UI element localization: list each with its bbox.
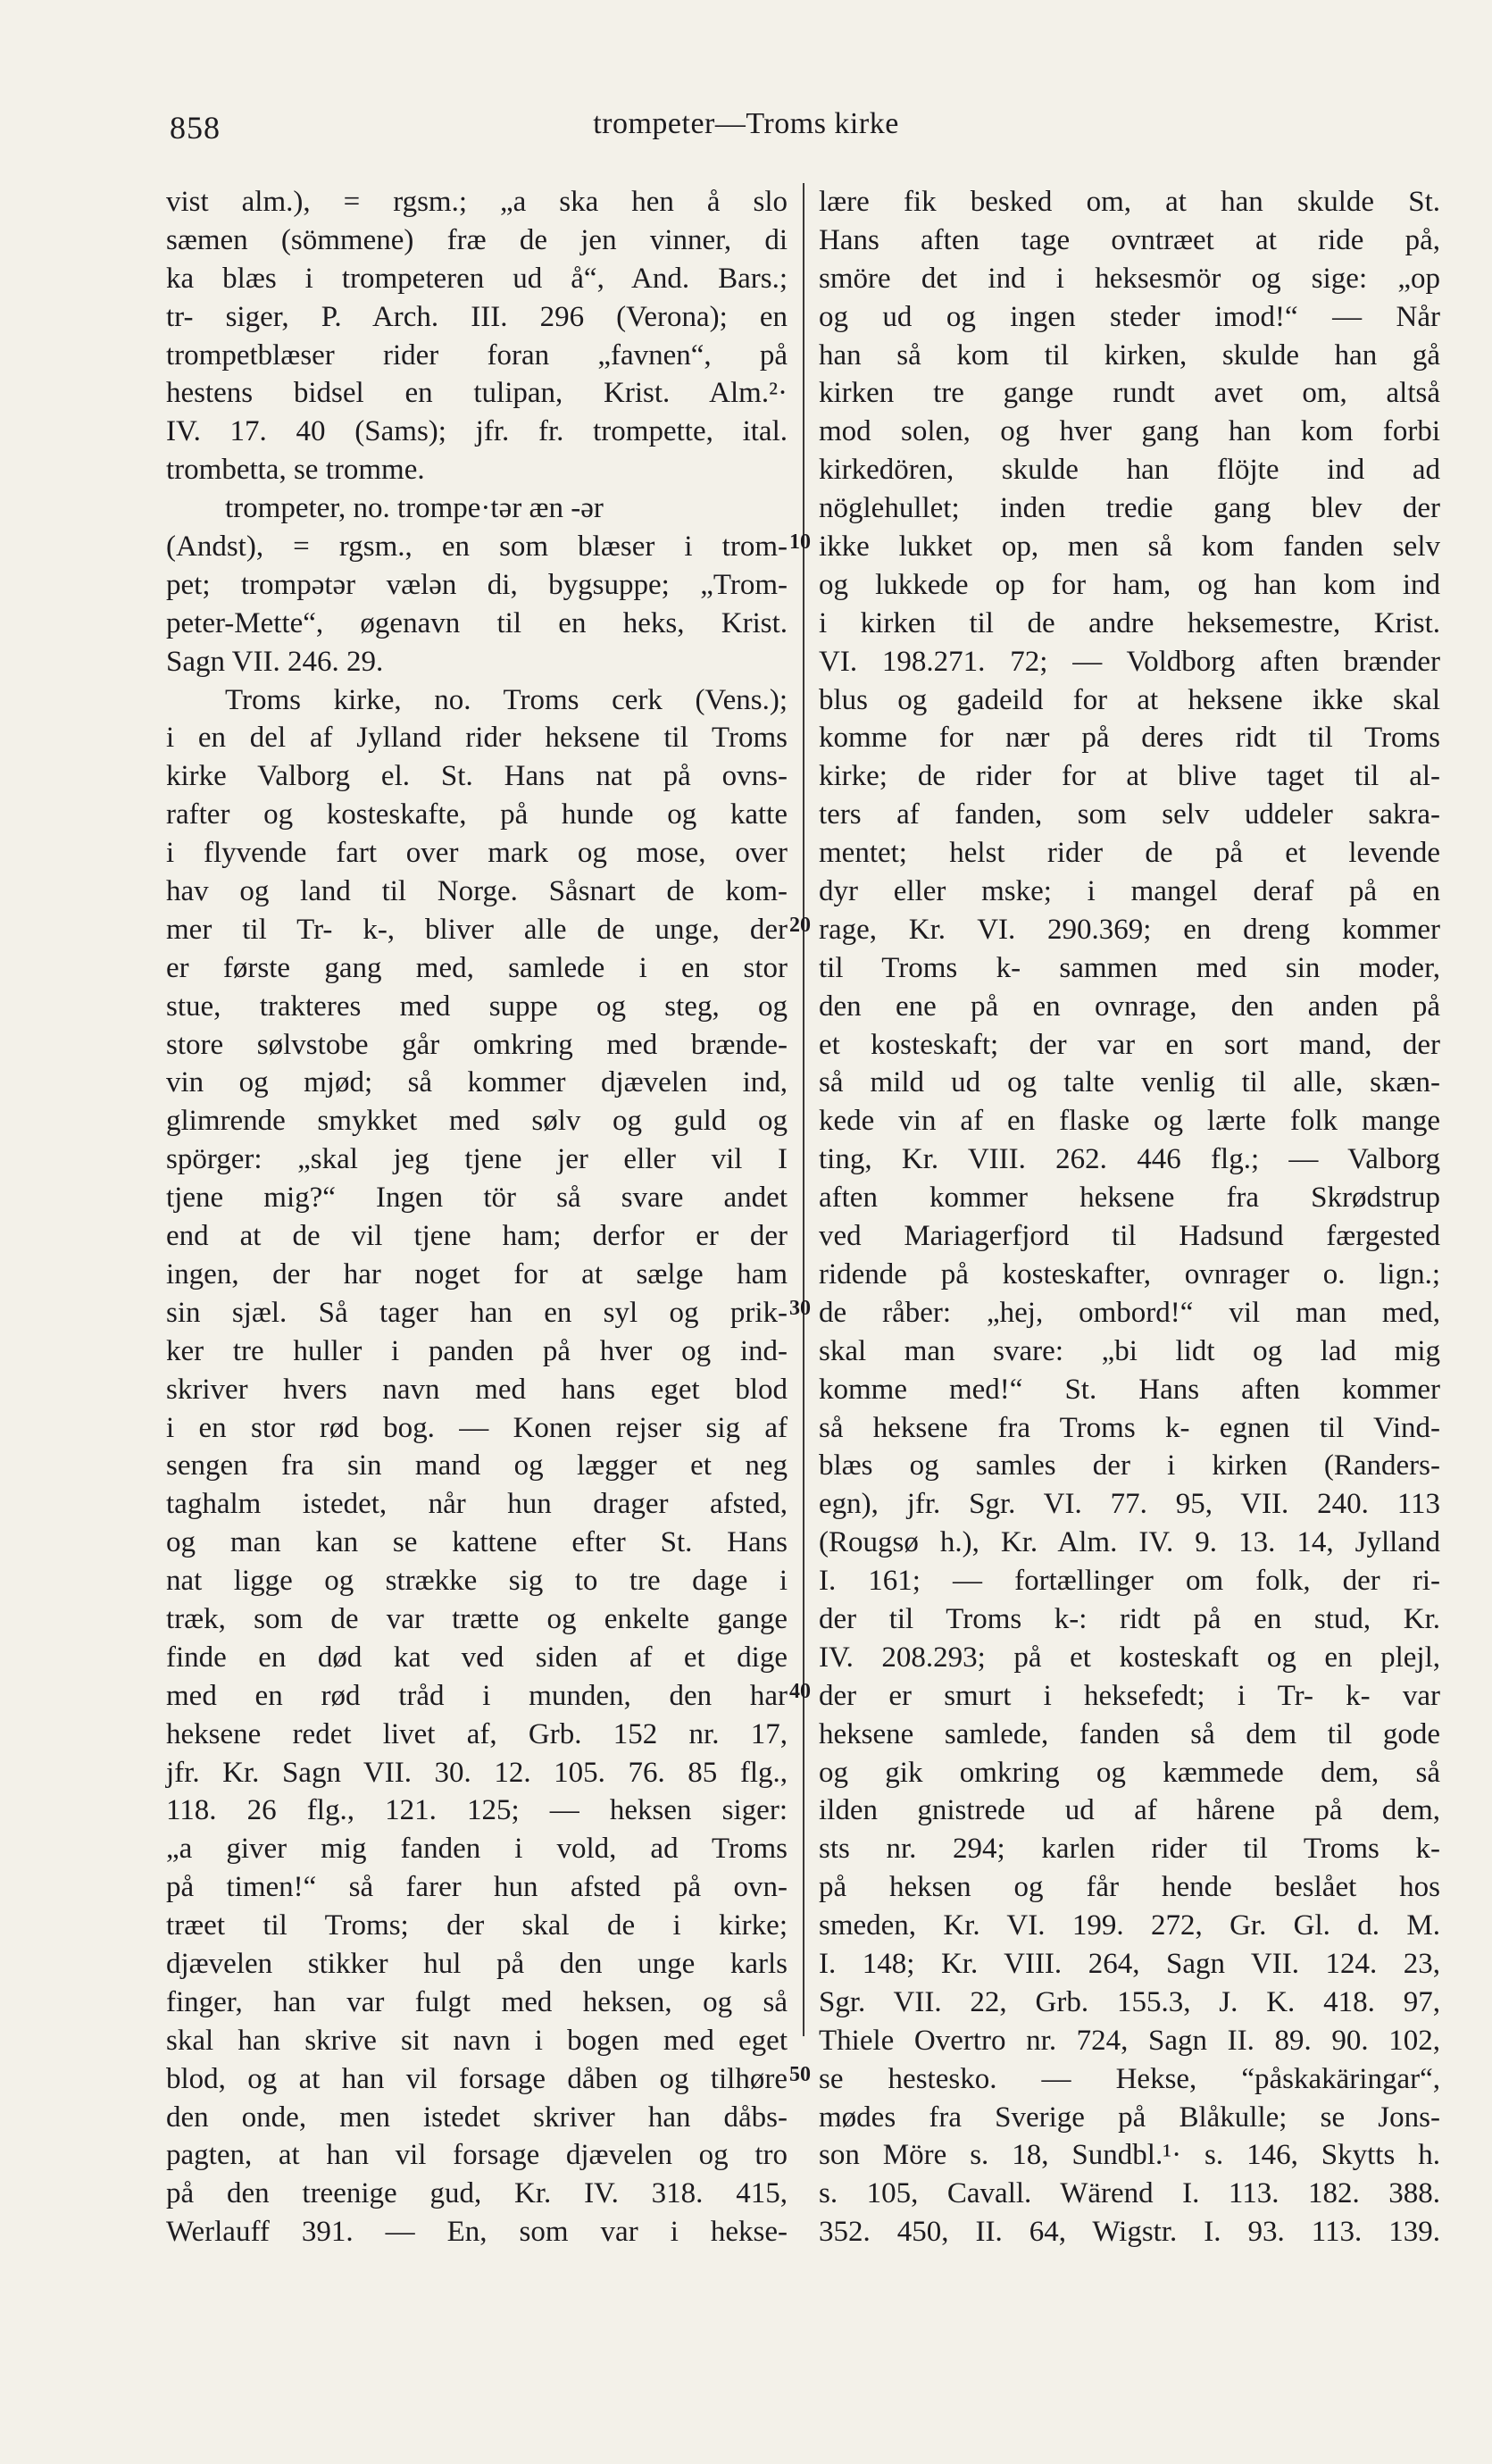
text-line: spörger: „skal jeg tjene jer eller vil I: [166, 1143, 788, 1176]
text-line: tr- siger, P. Arch. III. 296 (Verona); en: [166, 300, 788, 333]
text-line: i en stor rød bog. — Konen rejser sig af: [166, 1411, 788, 1444]
text-line: ker tre huller i panden på hver og ind-: [166, 1334, 788, 1367]
text-line: skal man svare: „bi lidt og lad mig: [819, 1334, 1440, 1367]
text-line: i kirken til de andre heksemestre, Krist.: [819, 606, 1440, 639]
text-line: mødes fra Sverige på Blåkulle; se Jons-: [819, 2101, 1440, 2134]
text-line: skal han skrive sit navn i bogen med eget: [166, 2024, 788, 2057]
text-line: heksene redet livet af, Grb. 152 nr. 17,: [166, 1717, 788, 1750]
text-line: Sagn VII. 246. 29.: [166, 645, 384, 678]
text-line: sæmen (sömmene) fræ de jen vinner, di: [166, 223, 788, 256]
text-line: kirke Valborg el. St. Hans nat på ovns-: [166, 760, 788, 793]
text-line: mod solen, og hver gang han kom forbi: [819, 415, 1440, 448]
text-line: og gik omkring og kæmmede dem, så: [819, 1756, 1440, 1789]
text-line: komme med!“ St. Hans aften kommer: [819, 1373, 1440, 1406]
text-line: blus og gadeild for at heksene ikke skal: [819, 683, 1440, 716]
text-line: smeden, Kr. VI. 199. 272, Gr. Gl. d. M.: [819, 1909, 1440, 1942]
text-line: den ene på en ovnrage, den anden på: [819, 990, 1440, 1023]
text-line: Hans aften tage ovntræet at ride på,: [819, 223, 1440, 256]
text-line: kirkedören, skulde han flöjte ind ad: [819, 454, 1440, 487]
text-line: (Andst), = rgsm., en som blæser i trom-: [166, 530, 788, 564]
text-line: er første gang med, samlede i en stor: [166, 951, 788, 984]
text-line: til Troms k- sammen med sin moder,: [819, 951, 1440, 984]
headword-trompeter: trompeter, no. trompe·tər æn -ər: [225, 492, 604, 525]
text-line: smöre det ind i heksesmör og sige: „op: [819, 262, 1440, 295]
text-line: hestens bidsel en tulipan, Krist. Alm.²·: [166, 377, 788, 410]
running-head: trompeter—Troms kirke: [593, 107, 899, 140]
text-line: s. 105, Cavall. Wärend I. 113. 182. 388.: [819, 2177, 1440, 2210]
text-line: på heksen og får hende beslået hos: [819, 1871, 1440, 1904]
text-line: Werlauff 391. — En, som var i hekse-: [166, 2216, 788, 2249]
page-header: [0, 96, 1492, 154]
text-line: stue, trakteres med suppe og steg, og: [166, 990, 788, 1023]
line-number-10: 10: [789, 530, 811, 554]
text-line: I. 161; — fortællinger om folk, der ri-: [819, 1565, 1440, 1598]
text-line: 118. 26 flg., 121. 125; — heksen siger:: [166, 1794, 788, 1827]
text-line: der er smurt i heksefedt; i Tr- k- var: [819, 1679, 1440, 1712]
text-line: den onde, men istedet skriver han dåbs-: [166, 2101, 788, 2134]
text-line: heksene samlede, fanden så dem til gode: [819, 1717, 1440, 1750]
text-line: nat ligge og strække sig to tre dage i: [166, 1565, 788, 1598]
text-line: son Möre s. 18, Sundbl.¹· s. 146, Skytts h.: [819, 2139, 1440, 2172]
text-line: et kosteskaft; der var en sort mand, der: [819, 1028, 1440, 1061]
text-line: i flyvende fart over mark og mose, over: [166, 837, 788, 870]
text-line: jfr. Kr. Sagn VII. 30. 12. 105. 76. 85 flg.,: [166, 1756, 788, 1789]
text-line: sengen fra sin mand og lægger et neg: [166, 1449, 788, 1483]
text-line: mer til Tr- k-, bliver alle de unge, der: [166, 913, 788, 946]
text-line: træk, som de var trætte og enkelte gange: [166, 1602, 788, 1635]
line-number-50: 50: [789, 2063, 811, 2086]
text-line: skriver hvers navn med hans eget blod: [166, 1373, 788, 1406]
text-line: ters af fanden, som selv uddeler sakra-: [819, 798, 1440, 831]
text-line: med en rød tråd i munden, den har: [166, 1679, 788, 1712]
text-line: end at de vil tjene ham; derfor er der: [166, 1220, 788, 1253]
text-line: ridende på kosteskafter, ovnrager o. lign.;: [819, 1257, 1440, 1290]
text-line: Thiele Overtro nr. 724, Sagn II. 89. 90. 102,: [819, 2024, 1440, 2057]
text-line: og lukkede op for ham, og han kom ind: [819, 568, 1440, 601]
text-line: pet; trompətər vælən di, bygsuppe; „Trom-: [166, 568, 788, 601]
text-line: ved Mariagerfjord til Hadsund færgested: [819, 1220, 1440, 1253]
text-line: sts nr. 294; karlen rider til Troms k-: [819, 1833, 1440, 1866]
text-line: finde en død kat ved siden af et dige: [166, 1641, 788, 1674]
text-line: kirke; de rider for at blive taget til al-: [819, 760, 1440, 793]
text-line: vin og mjød; så kommer djævelen ind,: [166, 1066, 788, 1099]
text-line: de råber: „hej, ombord!“ vil man med,: [819, 1296, 1440, 1329]
text-line: ilden gnistrede ud af hårene på dem,: [819, 1794, 1440, 1827]
page-number: 858: [170, 110, 221, 146]
text-line: så mild ud og talte venlig til alle, skæn-: [819, 1066, 1440, 1099]
headword-troms-kirke: Troms kirke, no. Troms cerk (Vens.);: [225, 683, 788, 716]
text-line: glimrende smykket med sølv og guld og: [166, 1105, 788, 1138]
text-line: og man kan se kattene efter St. Hans: [166, 1526, 788, 1559]
text-line: se hestesko. — Hekse, “påskakäringar“,: [819, 2062, 1440, 2095]
text-line: ikke lukket op, men så kom fanden selv: [819, 530, 1440, 564]
text-line: på timen!“ så farer hun afsted på ovn-: [166, 1871, 788, 1904]
text-line: blod, og at han vil forsage dåben og tilhøre: [166, 2062, 788, 2095]
left-column: [166, 183, 788, 2251]
text-line: aften kommer heksene fra Skrødstrup: [819, 1182, 1440, 1215]
text-line: IV. 208.293; på et kosteskaft og en plejl,: [819, 1641, 1440, 1674]
text-line: ting, Kr. VIII. 262. 446 flg.; — Valborg: [819, 1143, 1440, 1176]
column-divider: [803, 183, 804, 2036]
text-line: tjene mig?“ Ingen tör så svare andet: [166, 1182, 788, 1215]
text-line: ingen, der har noget for at sælge ham: [166, 1257, 788, 1290]
line-number-30: 30: [789, 1297, 811, 1320]
text-line: hav og land til Norge. Såsnart de kom-: [166, 875, 788, 908]
text-line: så heksene fra Troms k- egnen til Vind-: [819, 1411, 1440, 1444]
line-number-40: 40: [789, 1680, 811, 1703]
text-line: peter-Mette“, øgenavn til en heks, Krist.: [166, 606, 788, 639]
text-line: nöglehullet; inden tredie gang blev der: [819, 492, 1440, 525]
text-line: rage, Kr. VI. 290.369; en dreng kommer: [819, 913, 1440, 946]
text-line: kede vin af en flaske og lærte folk mange: [819, 1105, 1440, 1138]
text-line: træet til Troms; der skal de i kirke;: [166, 1909, 788, 1942]
text-line: trompetblæser rider foran „favnen“, på: [166, 338, 788, 372]
text-line: vist alm.), = rgsm.; „a ska hen å slo: [166, 186, 788, 218]
text-line: egn), jfr. Sgr. VI. 77. 95, VII. 240. 113: [819, 1488, 1440, 1521]
text-line: lære fik besked om, at han skulde St.: [819, 186, 1440, 218]
text-line: blæs og samles der i kirken (Randers-: [819, 1449, 1440, 1483]
text-line: på den treenige gud, Kr. IV. 318. 415,: [166, 2177, 788, 2210]
right-column: [819, 183, 1440, 2251]
text-line: 352. 450, II. 64, Wigstr. I. 93. 113. 139.: [819, 2216, 1440, 2249]
text-line: taghalm istedet, når hun drager afsted,: [166, 1488, 788, 1521]
text-line: pagten, at han vil forsage djævelen og tro: [166, 2139, 788, 2172]
text-line: i en del af Jylland rider heksene til Troms: [166, 722, 788, 755]
text-line: dyr eller mske; i mangel deraf på en: [819, 875, 1440, 908]
text-line: store sølvstobe går omkring med brænde-: [166, 1028, 788, 1061]
text-line: I. 148; Kr. VIII. 264, Sagn VII. 124. 23,: [819, 1947, 1440, 1980]
line-number-20: 20: [789, 914, 811, 937]
text-line: IV. 17. 40 (Sams); jfr. fr. trompette, ital.: [166, 415, 788, 448]
text-line: Sgr. VII. 22, Grb. 155.3, J. K. 418. 97,: [819, 1985, 1440, 2018]
text-line: ka blæs i trompeteren ud å“, And. Bars.;: [166, 262, 788, 295]
text-line: mentet; helst rider de på et levende: [819, 837, 1440, 870]
text-line: djævelen stikker hul på den unge karls: [166, 1947, 788, 1980]
text-line: VI. 198.271. 72; — Voldborg aften brænder: [819, 645, 1440, 678]
text-line: sin sjæl. Så tager han en syl og prik-: [166, 1296, 788, 1329]
text-line: han så kom til kirken, skulde han gå: [819, 338, 1440, 372]
text-line: (Rougsø h.), Kr. Alm. IV. 9. 13. 14, Jylland: [819, 1526, 1440, 1559]
text-line: trombetta, se tromme.: [166, 454, 425, 487]
text-line: komme for nær på deres ridt til Troms: [819, 722, 1440, 755]
text-line: „a giver mig fanden i vold, ad Troms: [166, 1833, 788, 1866]
text-line: kirken tre gange rundt avet om, altså: [819, 377, 1440, 410]
text-line: rafter og kosteskafte, på hunde og katte: [166, 798, 788, 831]
text-line: og ud og ingen steder imod!“ — Når: [819, 300, 1440, 333]
text-line: der til Troms k-: ridt på en stud, Kr.: [819, 1602, 1440, 1635]
text-line: finger, han var fulgt med heksen, og så: [166, 1985, 788, 2018]
